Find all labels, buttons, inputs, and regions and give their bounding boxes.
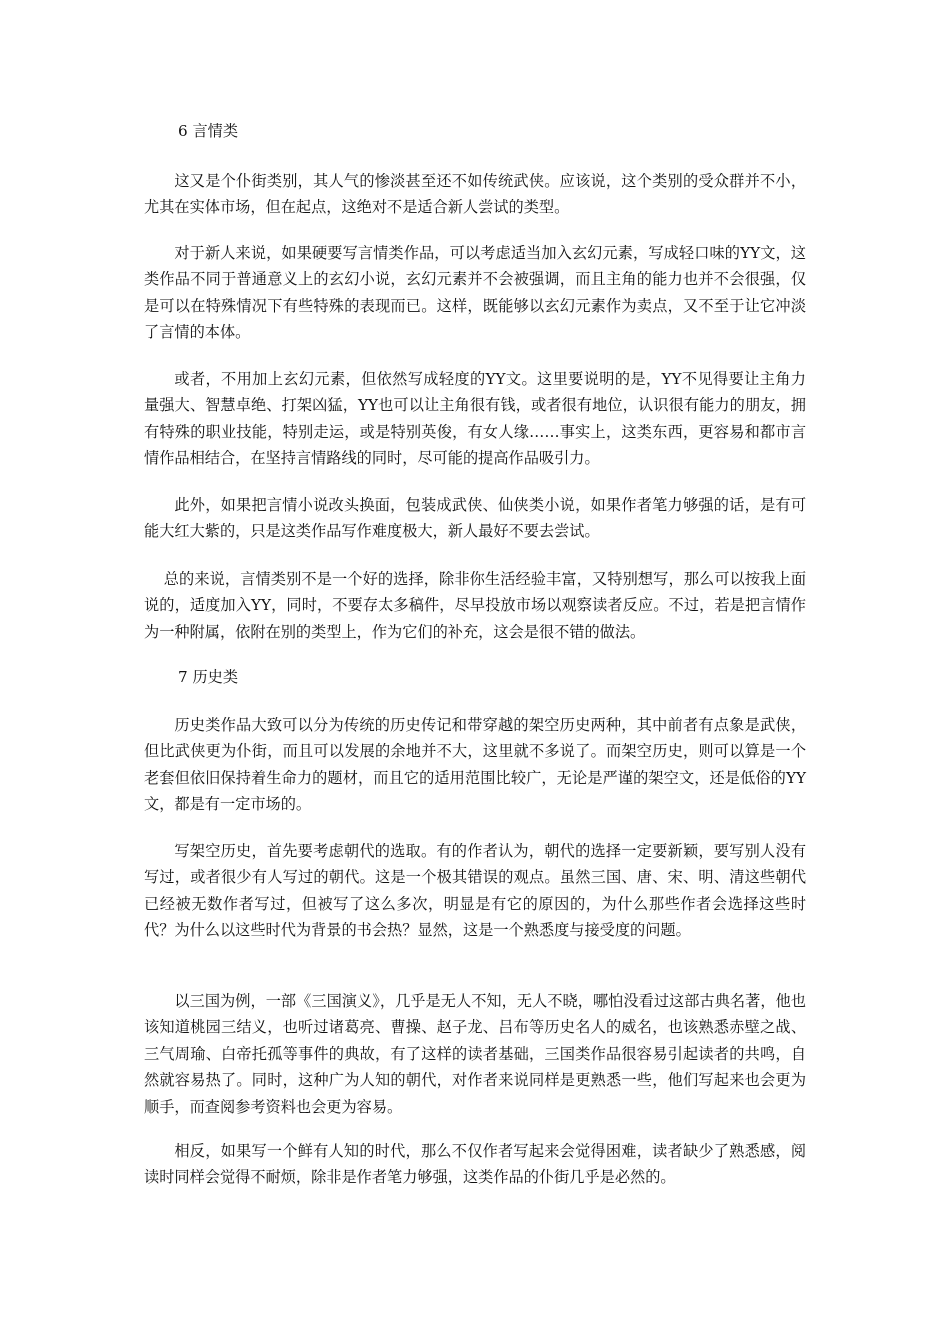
section-heading-romance: 6 言情类 — [178, 122, 239, 140]
paragraph: 历史类作品大致可以分为传统的历史传记和带穿越的架空历史两种，其中前者有点象是武侠，但比武侠更为仆街，而且可以发展的余地并不大，这里就不多说了。而架空历史，则可以算是一个老套但依旧保持着生命力的题材，而且它的适用范围比较广，无论是严谨的架空文，还是低俗的YY文，都是有一定市场的。 — [144, 716, 806, 814]
section-heading-history: 7 历史类 — [178, 668, 239, 686]
paragraph: 对于新人来说，如果硬要写言情类作品，可以考虑适当加入玄幻元素，写成轻口味的YY文，这类作品不同于普通意义上的玄幻小说，玄幻元素并不会被强调，而且主角的能力也并不会很强，仅是可以在特殊情况下有些特殊的表现而已。这样，既能够以玄幻元素作为卖点，又不至于让它冲淡了言情的本体。 — [144, 244, 806, 342]
paragraph: 这又是个仆街类别，其人气的惨淡甚至还不如传统武侠。应该说，这个类别的受众群并不小，尤其在实体市场，但在起点，这绝对不是适合新人尝试的类型。 — [144, 172, 806, 217]
paragraph: 或者，不用加上玄幻元素，但依然写成轻度的YY文。这里要说明的是，YY不见得要让主角力量强大、智慧卓绝、打架凶猛，YY也可以让主角很有钱，或者很有地位，认识很有能力的朋友，拥有特殊的职业技能，特别走运，或是特别英俊，有女人缘……事实上，这类东西，更容易和都市言情作品相结合，在坚持言情路线的同时，尽可能的提高作品吸引力。 — [144, 370, 806, 468]
paragraph: 以三国为例，一部《三国演义》，几乎是无人不知，无人不晓，哪怕没看过这部古典名著，他也该知道桃园三结义，也听过诸葛亮、曹操、赵子龙、吕布等历史名人的威名，也该熟悉赤壁之战、三气周瑜、白帝托孤等事件的典故，有了这样的读者基础，三国类作品很容易引起读者的共鸣，自然就容易热了。同时，这种广为人知的朝代，对作者来说同样是更熟悉一些，他们写起来也会更为顺手，而查阅参考资料也会更为容易。 — [144, 992, 806, 1116]
paragraph: 总的来说，言情类别不是一个好的选择，除非你生活经验丰富，又特别想写，那么可以按我上面说的，适度加入YY，同时，不要存太多稿件，尽早投放市场以观察读者反应。不过，若是把言情作为一种附属，依附在别的类型上，作为它们的补充，这会是很不错的做法。 — [144, 570, 806, 641]
paragraph: 写架空历史，首先要考虑朝代的选取。有的作者认为，朝代的选择一定要新颖，要写别人没有写过，或者很少有人写过的朝代。这是一个极其错误的观点。虽然三国、唐、宋、明、清这些朝代已经被无数作者写过，但被写了这么多次，明显是有它的原因的，为什么那些作者会选择这些时代？为什么以这些时代为背景的书会热？显然，这是一个熟悉度与接受度的问题。 — [144, 842, 806, 940]
paragraph: 相反，如果写一个鲜有人知的时代，那么不仅作者写起来会觉得困难，读者缺少了熟悉感，阅读时同样会觉得不耐烦，除非是作者笔力够强，这类作品的仆街几乎是必然的。 — [144, 1142, 806, 1187]
paragraph: 此外，如果把言情小说改头换面，包装成武侠、仙侠类小说，如果作者笔力够强的话，是有可能大红大紫的，只是这类作品写作难度极大，新人最好不要去尝试。 — [144, 496, 806, 541]
